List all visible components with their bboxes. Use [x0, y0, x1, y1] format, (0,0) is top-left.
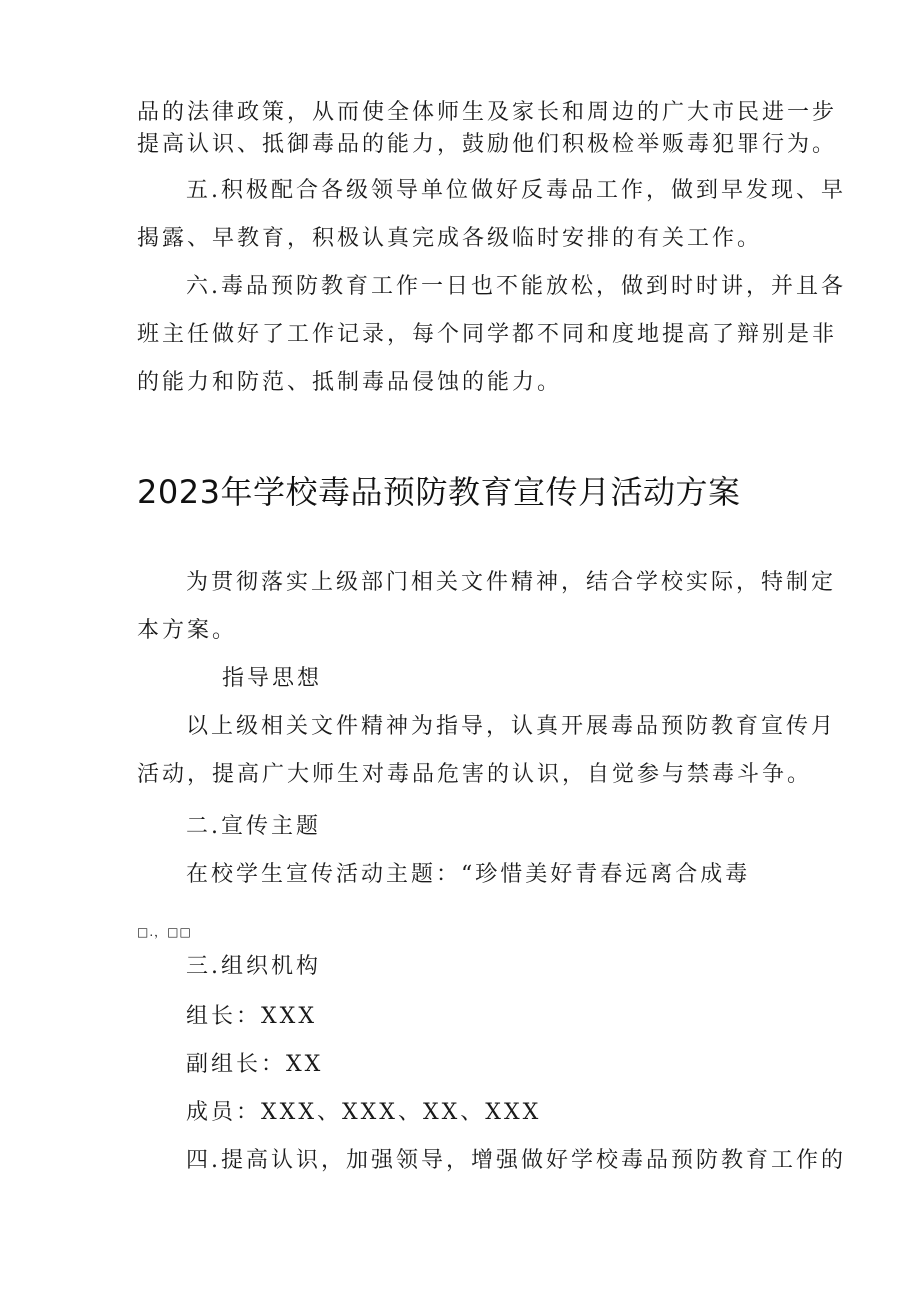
- paragraph-line: 班主任做好了工作记录，每个同学都不同和度地提高了辩别是非: [137, 322, 838, 347]
- paragraph-line: 在校学生宣传活动主题：“珍惜美好青春远离合成毒: [186, 862, 751, 887]
- list-item: 成员：XXX、XXX、XX、XXX: [186, 1100, 542, 1125]
- paragraph-line: 提高认识、抵御毒品的能力，鼓励他们积极检举贩毒犯罪行为。: [137, 132, 838, 157]
- paragraph-line: 为贯彻落实上级部门相关文件精神，结合学校实际，特制定: [186, 570, 837, 595]
- section-heading: 三.组织机构: [186, 954, 321, 979]
- paragraph-line: 活动，提高广大师生对毒品危害的认识，自觉参与禁毒斗争。: [137, 762, 813, 787]
- paragraph-line: 以上级相关文件精神为指导，认真开展毒品预防教育宣传月: [186, 714, 837, 739]
- paragraph-line: 的能力和防范、抵制毒品侵蚀的能力。: [137, 370, 563, 395]
- section-heading: 二.宣传主题: [186, 814, 321, 839]
- section-heading: 四.提高认识，加强领导，增强做好学校毒品预防教育工作的: [186, 1148, 846, 1173]
- paragraph-line: 品的法律政策，从而使全体师生及家长和周边的广大市民进一步: [137, 100, 838, 125]
- paragraph-line: 六.毒品预防教育工作一日也不能放松，做到时时讲，并且各: [186, 274, 846, 299]
- list-item: 副组长：XX: [186, 1052, 324, 1077]
- document-title: 2023年学校毒品预防教育宣传月活动方案: [137, 473, 741, 511]
- paragraph-line: 本方案。: [137, 618, 238, 643]
- paragraph-line: 五.积极配合各级领导单位做好反毒品工作，做到早发现、早: [186, 178, 846, 203]
- paragraph-line: 揭露、早教育，积极认真完成各级临时安排的有关工作。: [137, 226, 763, 251]
- section-heading: 指导思想: [222, 666, 323, 691]
- garbled-text: □.，□□: [137, 925, 192, 939]
- list-item: 组长：XXX: [186, 1004, 317, 1029]
